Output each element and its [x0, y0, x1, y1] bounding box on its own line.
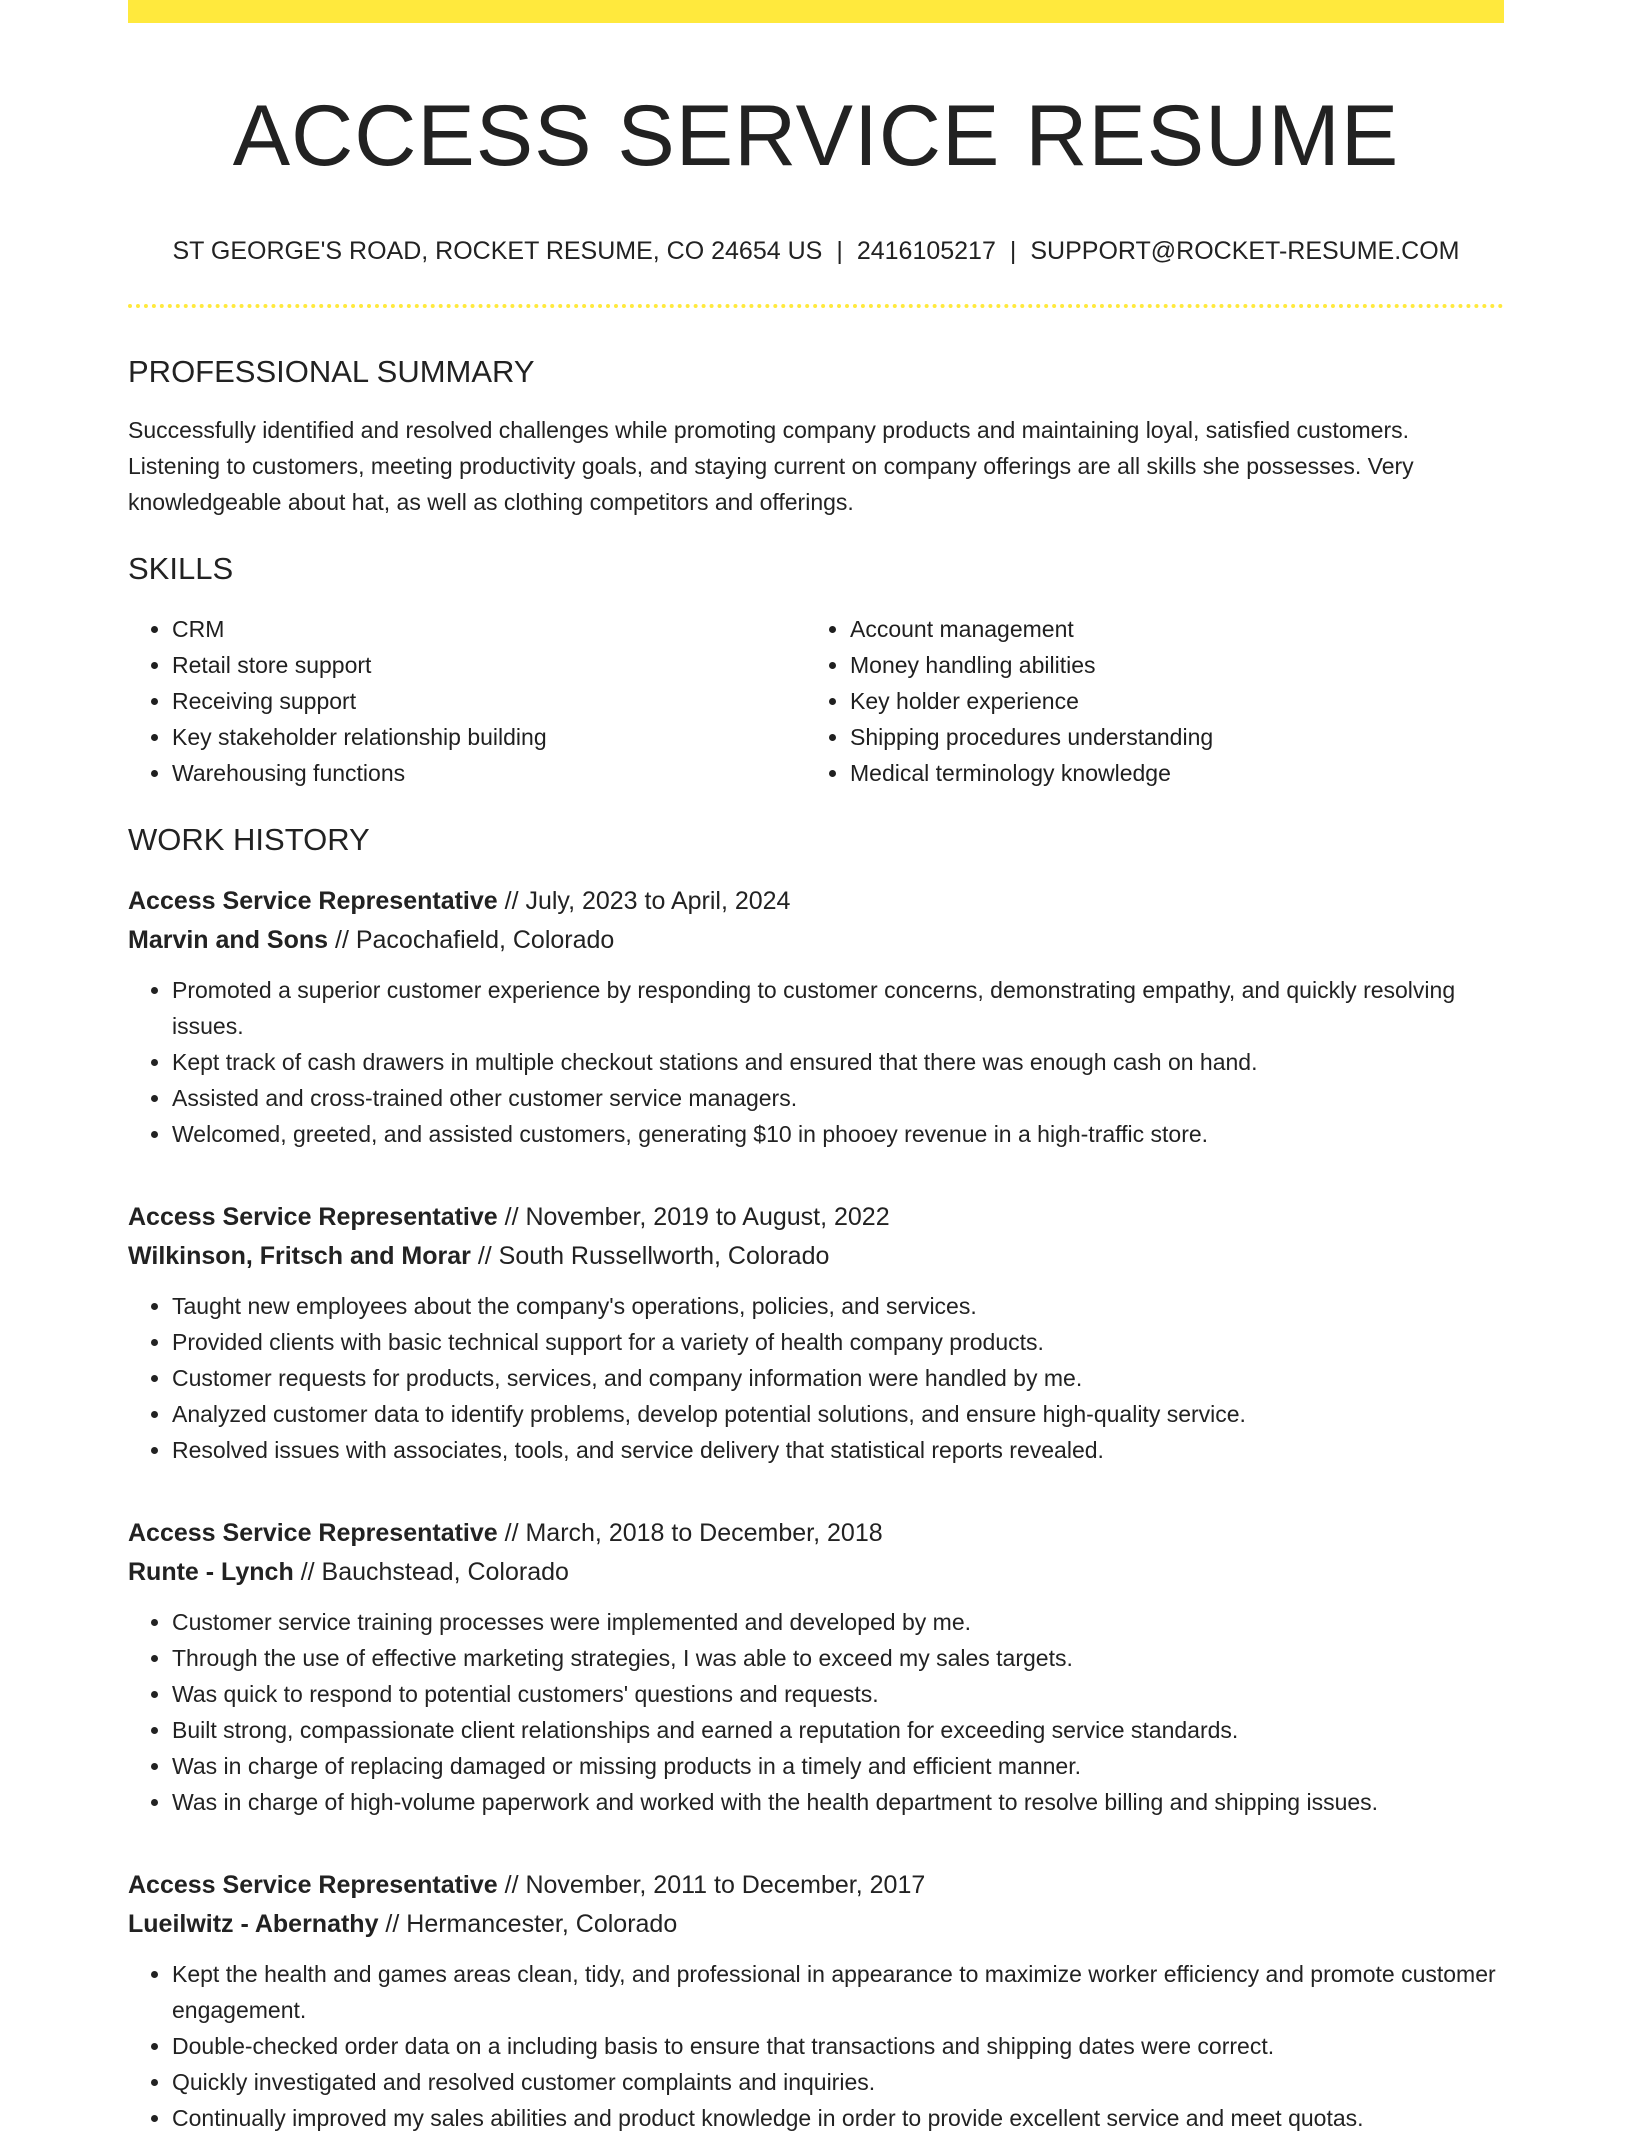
- job-location: // Bauchstead, Colorado: [293, 1557, 569, 1586]
- work-history-section: [128, 821, 1504, 2136]
- job-company: Lueilwitz - Abernathy: [128, 1909, 379, 1938]
- job-bullet: • Promoted a superior customer experience by responding to customer concerns, demonstrating empathy, and quickly resolving issues.: [172, 972, 1504, 1044]
- job-company: Wilkinson, Fritsch and Morar: [128, 1241, 471, 1270]
- job-bullet: • Kept track of cash drawers in multiple checkout stations and ensured that there was enough cash on hand.: [172, 1044, 1504, 1080]
- job-bullet: • Built strong, compassionate client relationships and earned a reputation for exceeding service standards.: [172, 1712, 1504, 1748]
- job-bullet: • Was in charge of replacing damaged or missing products in a timely and efficient manner.: [172, 1748, 1504, 1784]
- job-role-line: [128, 882, 1504, 921]
- phone: 2416105217: [856, 237, 996, 266]
- summary-text: Successfully identified and resolved challenges while promoting company products and maintaining loyal, satisfied customers. Listening to customers, meeting productivity goals, and staying current on company offerings are all skills she possesses. Very knowledgeable about hat, as well as clothing competitors and offerings.: [128, 417, 1414, 516]
- skill-item: • Account management: [850, 611, 1438, 647]
- section-title-summary: PROFESSIONAL SUMMARY: [128, 354, 535, 390]
- job-bullet: • Double-checked order data on a including basis to ensure that transactions and shipping dates were correct.: [172, 2028, 1504, 2064]
- resume-title: ACCESS SERVICE RESUME: [232, 88, 1400, 184]
- job-company: Marvin and Sons: [128, 925, 329, 954]
- skill-item: • Key stakeholder relationship building: [172, 719, 760, 755]
- job-location: // Hermancester, Colorado: [378, 1909, 678, 1938]
- job-role: Access Service Representative: [128, 1202, 498, 1231]
- job-role-line: [128, 1514, 1504, 1553]
- skill-item: • Key holder experience: [850, 683, 1438, 719]
- job-bullet: • Continually improved my sales abilities and product knowledge in order to provide excellent service and meet quotas.: [172, 2100, 1504, 2136]
- job-company-line: [128, 1553, 1504, 1592]
- job-company: Runte - Lynch: [128, 1557, 294, 1586]
- skill-item: • Retail store support: [172, 647, 760, 683]
- job-location: // Pacochafield, Colorado: [328, 925, 615, 954]
- skills-list-right: [806, 611, 1438, 791]
- job-location: // South Russellworth, Colorado: [470, 1241, 830, 1270]
- address: ST GEORGE'S ROAD, ROCKET RESUME, CO 24654 US: [172, 237, 823, 266]
- summary-section: [128, 353, 1504, 520]
- job-role: Access Service Representative: [128, 886, 498, 915]
- job-bullet: • Kept the health and games areas clean, tidy, and professional in appearance to maximize worker efficiency and promote customer engagement.: [172, 1956, 1504, 2028]
- skills-section: [128, 550, 1504, 790]
- skill-item: • Medical terminology knowledge: [850, 755, 1438, 791]
- job-bullet: • Customer requests for products, services, and company information were handled by me.: [172, 1360, 1504, 1396]
- job-entry: [128, 882, 1504, 1152]
- job-bullet: • Taught new employees about the company's operations, policies, and services.: [172, 1288, 1504, 1324]
- job-bullet: • Analyzed customer data to identify problems, develop potential solutions, and ensure high-quality service.: [172, 1396, 1504, 1432]
- job-dates: // July, 2023 to April, 2024: [497, 886, 791, 915]
- job-company-line: [128, 921, 1504, 960]
- job-company-line: [128, 1237, 1504, 1276]
- job-entry: [128, 1198, 1504, 1468]
- skill-item: • Shipping procedures understanding: [850, 719, 1438, 755]
- job-role-line: [128, 1198, 1504, 1237]
- accent-top-bar: [128, 0, 1504, 23]
- section-title-work-history: WORK HISTORY: [128, 821, 370, 857]
- skill-item: • Warehousing functions: [172, 755, 760, 791]
- dotted-divider: [128, 304, 1504, 308]
- skill-item: • Money handling abilities: [850, 647, 1438, 683]
- job-bullet: • Provided clients with basic technical support for a variety of health company products.: [172, 1324, 1504, 1360]
- job-bullet: • Quickly investigated and resolved customer complaints and inquiries.: [172, 2064, 1504, 2100]
- contact-line: [128, 236, 1504, 266]
- job-company-line: [128, 1905, 1504, 1944]
- job-bullet-list: [128, 1604, 1504, 1820]
- email: SUPPORT@ROCKET-RESUME.COM: [1030, 237, 1460, 266]
- section-title-skills: SKILLS: [128, 551, 234, 587]
- job-bullet-list: [128, 972, 1504, 1152]
- job-bullet: • Resolved issues with associates, tools, and service delivery that statistical reports revealed.: [172, 1432, 1504, 1468]
- contact-separator: |: [1009, 237, 1017, 266]
- job-bullet-list: [128, 1288, 1504, 1468]
- job-dates: // November, 2011 to December, 2017: [497, 1870, 926, 1899]
- skills-list-left: [128, 611, 760, 791]
- job-bullet-list: [128, 1956, 1504, 2136]
- job-role: Access Service Representative: [128, 1870, 498, 1899]
- job-bullet: • Through the use of effective marketing strategies, I was able to exceed my sales targets.: [172, 1640, 1504, 1676]
- job-bullet: • Was quick to respond to potential customers' questions and requests.: [172, 1676, 1504, 1712]
- job-dates: // November, 2019 to August, 2022: [497, 1202, 890, 1231]
- job-entry: [128, 1866, 1504, 2136]
- skill-item: • CRM: [172, 611, 760, 647]
- job-bullet: • Welcomed, greeted, and assisted customers, generating $10 in phooey revenue in a high-traffic store.: [172, 1116, 1504, 1152]
- job-bullet: • Was in charge of high-volume paperwork and worked with the health department to resolve billing and shipping issues.: [172, 1784, 1504, 1820]
- job-dates: // March, 2018 to December, 2018: [497, 1518, 883, 1547]
- skills-grid: [128, 611, 1504, 791]
- resume-page: [128, 0, 1504, 2136]
- job-entry: [128, 1514, 1504, 1820]
- skill-item: • Receiving support: [172, 683, 760, 719]
- job-role-line: [128, 1866, 1504, 1905]
- job-bullet: • Customer service training processes were implemented and developed by me.: [172, 1604, 1504, 1640]
- contact-separator: |: [836, 237, 843, 266]
- job-role: Access Service Representative: [128, 1518, 498, 1547]
- job-bullet: • Assisted and cross-trained other customer service managers.: [172, 1080, 1504, 1116]
